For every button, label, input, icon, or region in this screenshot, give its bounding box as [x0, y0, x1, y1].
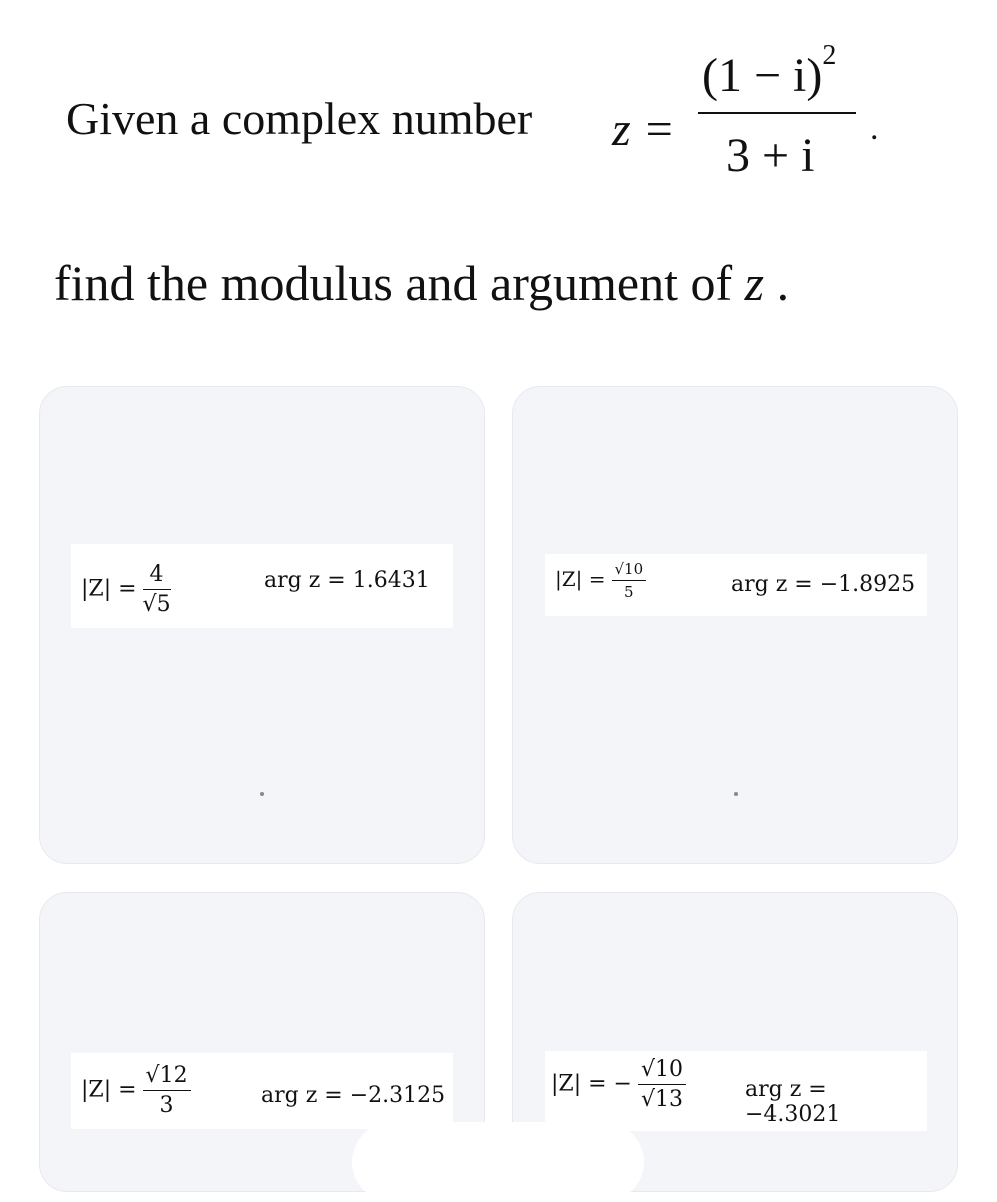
modulus-prefix: |Z| = − [551, 1071, 632, 1097]
question-line1: Given a complex number [66, 93, 533, 144]
modulus-denominator: √5 [142, 592, 171, 617]
modulus-numerator: √10 [612, 560, 647, 581]
modulus [81, 1063, 191, 1118]
fraction-denominator: 3 + i [726, 129, 815, 182]
question-line2-var: z [744, 255, 765, 311]
answer-formula [71, 1053, 453, 1129]
question-line2-end: . [776, 255, 790, 311]
modulus [555, 560, 646, 601]
argument: arg z = −1.8925 [731, 572, 916, 597]
modulus-fraction [612, 560, 647, 601]
modulus-prefix: |Z| = [81, 576, 137, 602]
answer-option-2[interactable] [512, 386, 958, 864]
expression-end-dot: . [870, 110, 879, 147]
modulus-denominator: √13 [640, 1087, 683, 1112]
question-line2-text: find the modulus and argument of [54, 255, 733, 311]
argument: arg z = −4.3021 [745, 1077, 841, 1127]
fraction-numerator [702, 40, 837, 103]
modulus-prefix: |Z| = [555, 567, 606, 591]
answer-formula [545, 1051, 927, 1131]
option-dot [734, 792, 738, 796]
answer-option-1[interactable] [39, 386, 485, 864]
argument: arg z = −2.3125 [261, 1083, 446, 1108]
modulus [551, 1057, 686, 1112]
bottom-overlay-pill [352, 1122, 644, 1202]
modulus-fraction [143, 562, 171, 617]
modulus-denominator: 3 [159, 1093, 174, 1118]
argument: arg z = 1.6431 [264, 568, 430, 593]
z-equals: z = [612, 103, 676, 156]
numerator-exponent: 2 [822, 40, 837, 71]
modulus-fraction [638, 1057, 686, 1112]
option-dot [260, 792, 264, 796]
modulus-numerator: √12 [143, 1063, 191, 1091]
modulus-numerator: √10 [638, 1057, 686, 1085]
fraction-bar [698, 112, 856, 114]
modulus-numerator: 4 [143, 562, 171, 590]
answer-formula [71, 544, 453, 628]
numerator-base: (1 − i) [702, 49, 823, 102]
modulus-fraction [143, 1063, 191, 1118]
answer-formula [545, 554, 927, 616]
modulus-prefix: |Z| = [81, 1077, 137, 1103]
question-area [0, 0, 997, 360]
fraction-expression [612, 40, 879, 190]
modulus-denominator: 5 [624, 583, 634, 601]
modulus [81, 562, 171, 617]
question-line2 [54, 254, 789, 312]
